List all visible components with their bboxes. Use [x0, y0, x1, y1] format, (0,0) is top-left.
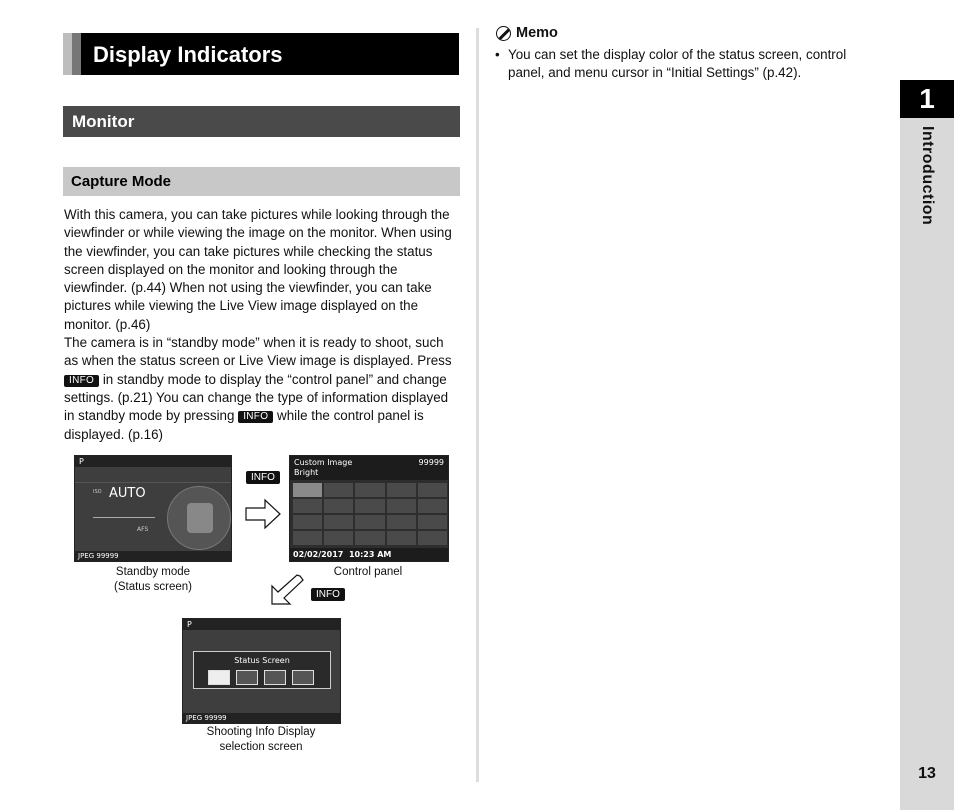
section-bar	[63, 106, 460, 137]
control-cell	[293, 483, 322, 497]
title-strip-light	[63, 33, 72, 75]
control-cell	[387, 531, 416, 545]
memo-list	[494, 46, 884, 82]
body-p2-part-a: The camera is in “standby mode” when it is ready to shoot, such as when the status screen or Live View image is displayed. Press	[64, 335, 452, 369]
info-caption-line-2: selection screen	[219, 741, 303, 753]
page-number: 13	[918, 765, 936, 782]
control-header-line-1: Custom Image	[294, 458, 353, 467]
control-shots: 99999	[418, 458, 444, 467]
body-text	[64, 206, 460, 444]
body-p2-part-c: while the control panel is displayed. (p.16)	[64, 408, 424, 442]
control-cell	[324, 531, 353, 545]
control-cell	[293, 531, 322, 545]
info-badge: INFO	[246, 471, 280, 484]
arrow-right-icon	[245, 498, 281, 530]
control-cell	[324, 499, 353, 513]
control-panel-figure	[289, 455, 449, 562]
grid-option-icon	[264, 670, 286, 685]
control-date: 02/02/2017	[293, 550, 344, 559]
memo-header	[496, 25, 558, 41]
control-cell	[418, 483, 447, 497]
info-selection-figure	[182, 618, 341, 724]
divider	[75, 482, 231, 483]
subsection-bar	[63, 167, 460, 196]
body-paragraph-2	[64, 334, 460, 444]
iso-label: ISO	[93, 489, 102, 495]
info-button-icon: INFO	[64, 375, 99, 387]
status-shots: 99999	[96, 552, 119, 560]
info-badge: INFO	[311, 588, 345, 601]
control-cell	[355, 499, 384, 513]
column-divider	[476, 28, 479, 782]
status-screen-option-icon	[208, 670, 230, 685]
status-mode: P	[79, 457, 84, 466]
info-bottom-strip: JPEG 99999	[183, 713, 340, 723]
dial-center	[187, 503, 213, 533]
status-top-strip	[75, 456, 231, 467]
status-screen-popup	[193, 651, 331, 689]
memo-pencil-icon	[496, 26, 511, 41]
body-paragraph-1: With this camera, you can take pictures while looking through the viewfinder or while viewing the image on the monitor. When using the viewfinder, you can take pictures while checking the status screen displayed on the monitor and looking through the viewfinder. (p.44) When not using the viewfinder, you can take pictures while viewing the Live View image displayed on the monitor. (p.46)	[64, 207, 452, 332]
title-strip-dark	[72, 33, 81, 75]
status-caption	[98, 565, 208, 595]
subsection-title: Capture Mode	[71, 173, 172, 190]
arrow-down-left-icon	[270, 574, 304, 606]
title-bar	[63, 33, 459, 75]
status-screen-figure	[74, 455, 232, 562]
memo-item: • You can set the display color of the status screen, control panel, and menu cursor in “Initial Settings” (p.42).	[494, 46, 884, 82]
control-cell	[418, 515, 447, 529]
af-mode: AFS	[137, 526, 149, 533]
info-top-strip	[183, 619, 340, 630]
level-option-icon	[236, 670, 258, 685]
control-cell	[324, 483, 353, 497]
info-shots: 99999	[204, 714, 227, 722]
body-p2-part-b: in standby mode to display the “control panel” and change settings. (p.21) You can change the type of information displayed in standby mode by pressing	[64, 371, 449, 424]
control-cell	[387, 483, 416, 497]
section-title: Monitor	[72, 112, 135, 131]
control-date-bar	[290, 548, 448, 561]
info-mode: P	[187, 620, 192, 629]
control-cell	[355, 483, 384, 497]
iso-auto-value: AUTO	[109, 486, 146, 501]
control-time: 10:23	[348, 550, 375, 559]
chapter-number: 1	[900, 80, 954, 118]
page-title: Display Indicators	[93, 42, 283, 67]
control-cell	[418, 531, 447, 545]
control-cell	[387, 515, 416, 529]
control-cell	[293, 515, 322, 529]
info-caption	[196, 725, 326, 755]
control-cell	[418, 499, 447, 513]
control-cell	[355, 515, 384, 529]
chapter-label: Introduction	[919, 126, 936, 226]
status-caption-line-1: Standby mode	[115, 566, 191, 578]
control-panel-grid	[293, 483, 447, 545]
control-cell	[324, 515, 353, 529]
control-caption: Control panel	[333, 566, 403, 578]
control-cell	[387, 499, 416, 513]
status-bottom-strip: JPEG 99999	[75, 551, 231, 561]
popup-title: Status Screen	[234, 656, 290, 665]
exposure-scale	[93, 512, 155, 518]
control-cell	[355, 531, 384, 545]
status-caption-line-2: (Status screen)	[114, 581, 192, 593]
popup-icons	[208, 670, 314, 685]
memo-title: Memo	[516, 25, 558, 41]
control-header-line-2: Bright	[294, 468, 319, 477]
control-cell	[293, 499, 322, 513]
control-ampm: AM	[377, 550, 392, 559]
info-caption-line-1: Shooting Info Display	[206, 726, 316, 738]
info-button-icon: INFO	[238, 411, 273, 423]
off-option-icon	[292, 670, 314, 685]
